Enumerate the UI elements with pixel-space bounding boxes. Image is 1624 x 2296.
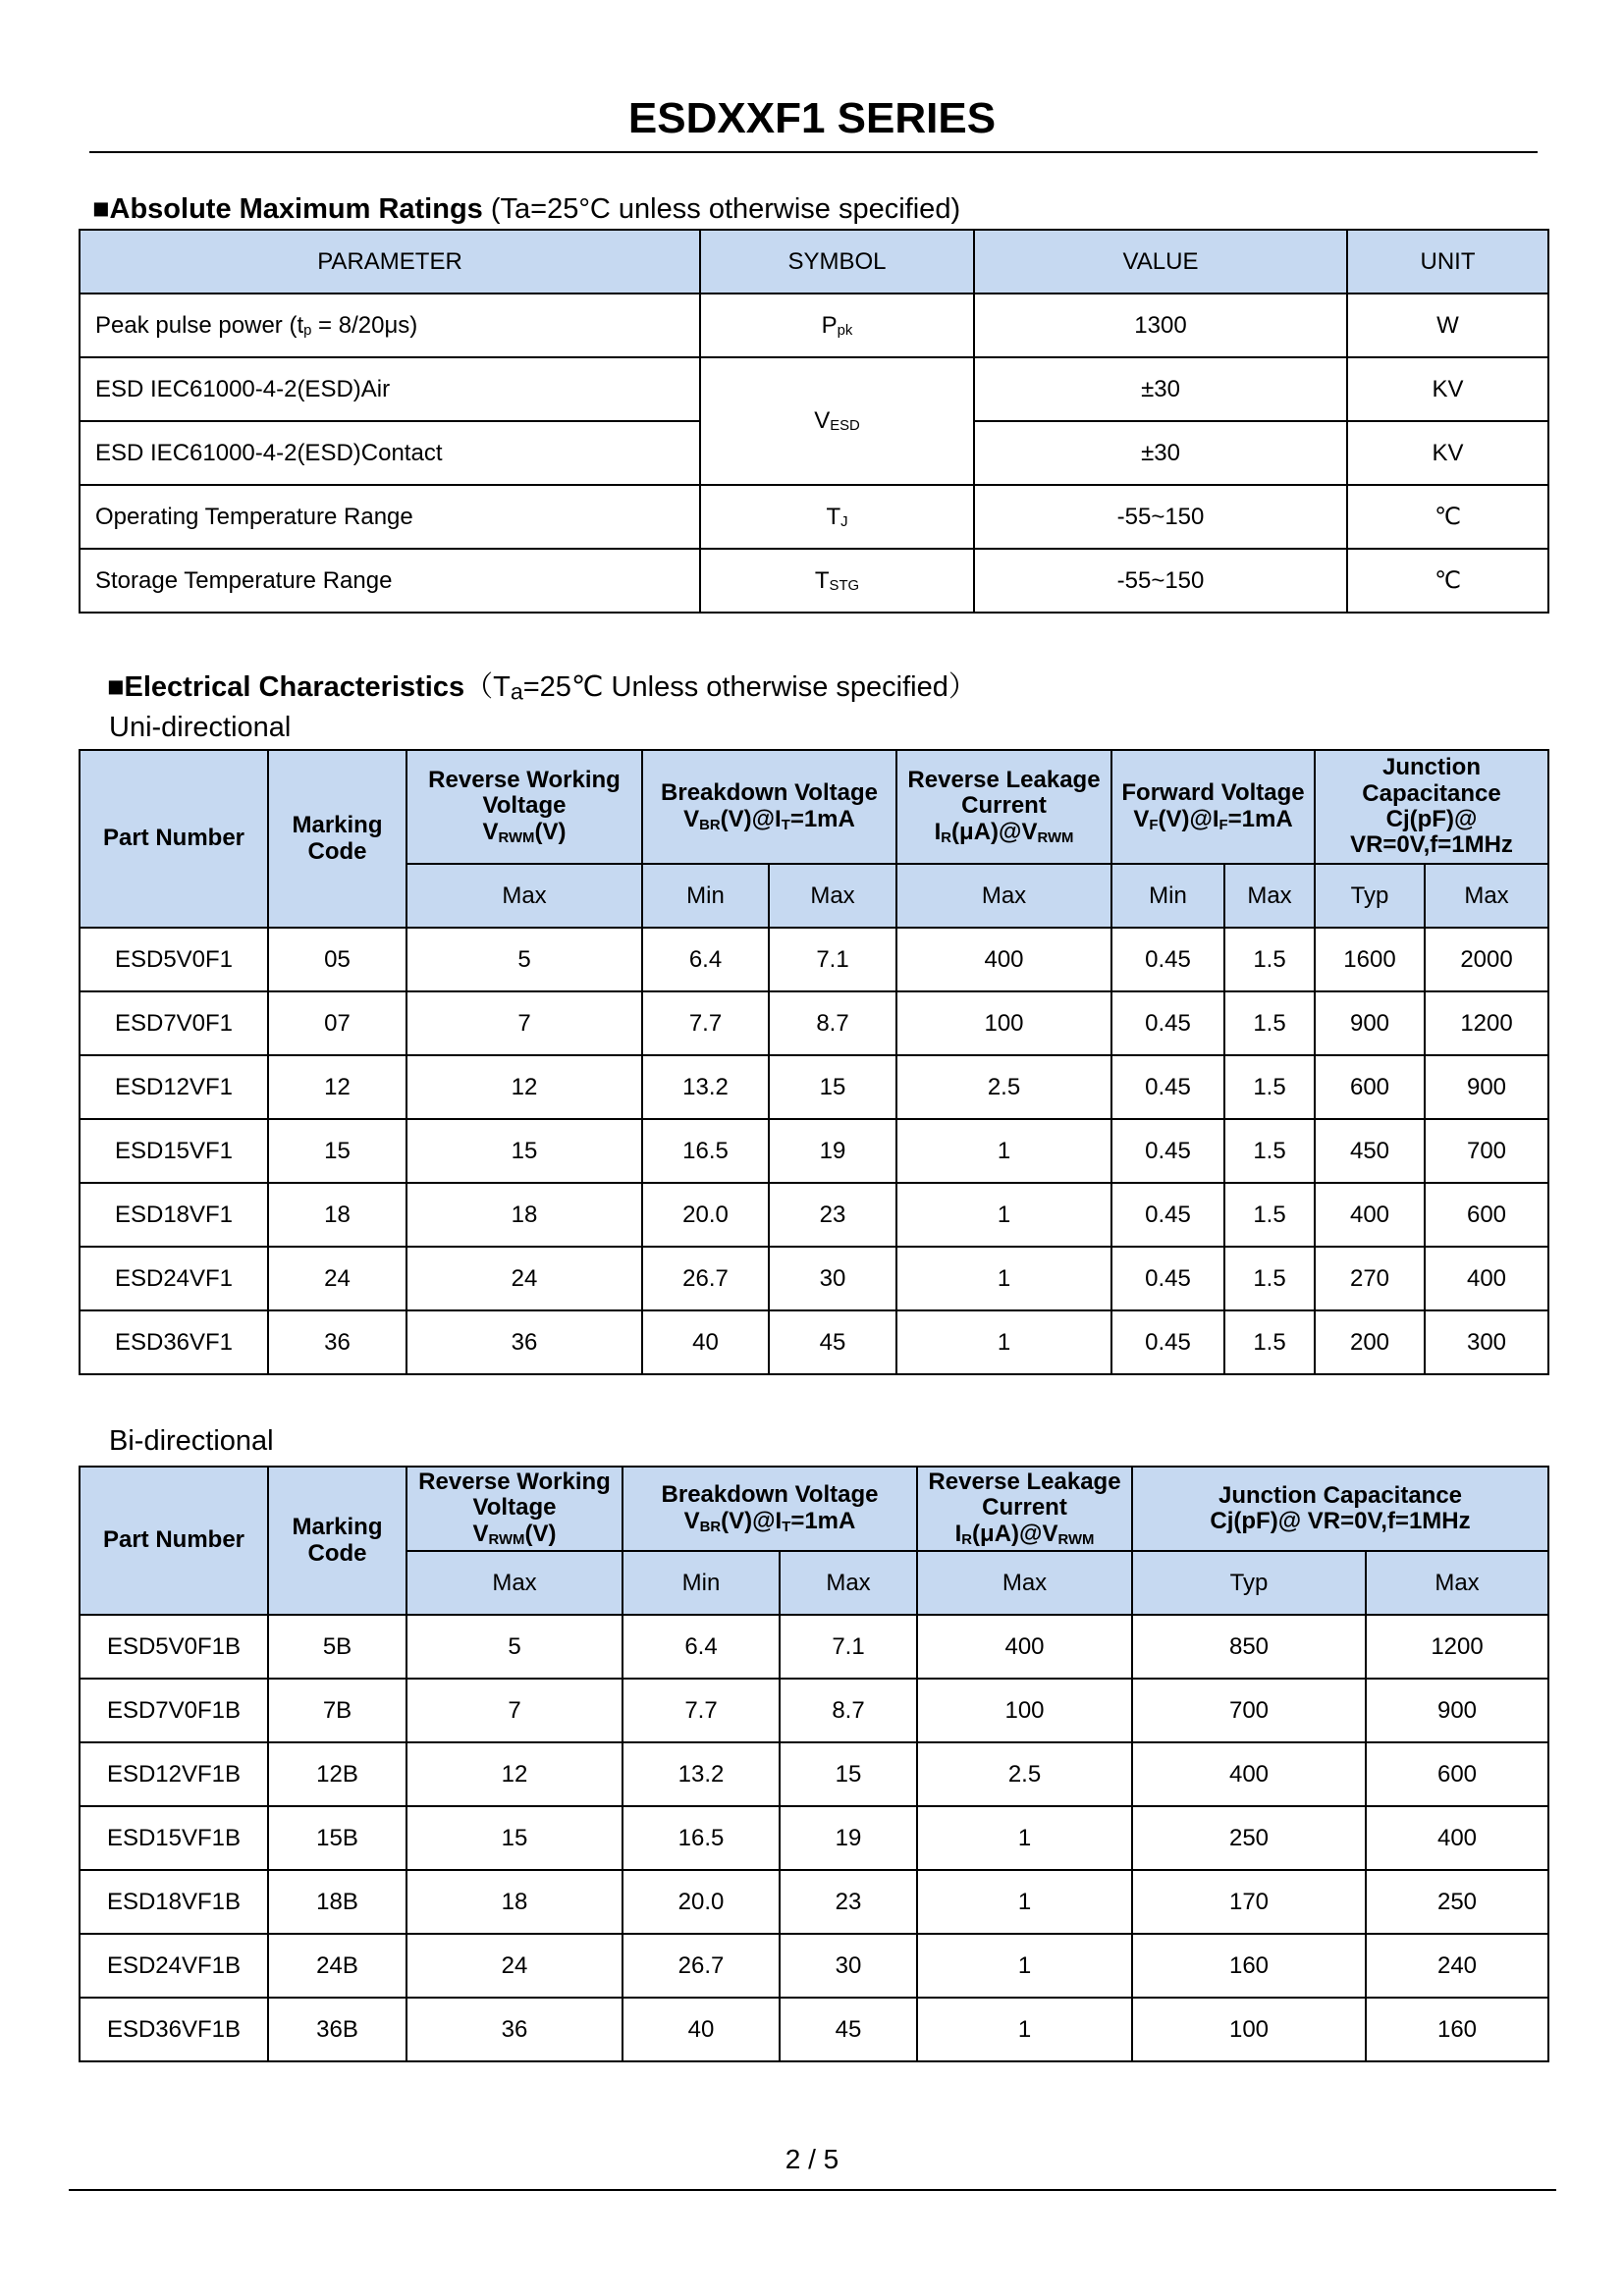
value-cell: 12 [406, 1055, 642, 1119]
abs-max-header-symbol: SYMBOL [700, 230, 974, 294]
header-line: Current [961, 792, 1047, 820]
uni-header-reverse-working-voltage [406, 750, 642, 864]
unit-cell: KV [1347, 357, 1548, 421]
value-cell: 0.45 [1111, 928, 1224, 991]
header-sym: (V)@I [720, 805, 782, 832]
value-cell: 40 [642, 1310, 769, 1374]
header-line [897, 820, 1110, 846]
bi-subheader: Max [780, 1551, 917, 1615]
unit-cell: W [1347, 294, 1548, 357]
abs-max-heading [92, 193, 960, 226]
param-text: = 8/20μs) [311, 311, 418, 339]
symbol-text: P [821, 311, 838, 339]
value-cell: 30 [780, 1934, 917, 1998]
symbol-text: V [814, 407, 831, 434]
marking-code-cell: 15B [268, 1806, 406, 1870]
value-cell: 200 [1315, 1310, 1425, 1374]
table-row [80, 991, 1548, 1055]
header-line: Reverse Leakage [907, 766, 1101, 793]
header-sub: BR [699, 817, 721, 833]
part-number-cell: ESD36VF1B [80, 1998, 268, 2061]
header-sym: I [954, 1520, 962, 1547]
part-number-cell: ESD36VF1 [80, 1310, 268, 1374]
uni-header-forward-voltage [1111, 750, 1315, 864]
value-cell: 6.4 [623, 1615, 780, 1679]
part-number-cell: ESD18VF1 [80, 1183, 268, 1247]
header-sym: V [683, 805, 700, 832]
value-cell: 160 [1132, 1934, 1366, 1998]
abs-max-row [80, 357, 1548, 421]
table-row [80, 1870, 1548, 1934]
header-sym: I [934, 818, 942, 845]
value-cell: 600 [1366, 1742, 1548, 1806]
value-cell: 400 [917, 1615, 1132, 1679]
value-cell: 19 [780, 1806, 917, 1870]
table-row [80, 1119, 1548, 1183]
bi-header-row [80, 1467, 1548, 1551]
marking-code-cell: 05 [268, 928, 406, 991]
value-cell: 600 [1315, 1055, 1425, 1119]
value-cell: 6.4 [642, 928, 769, 991]
bi-subheader: Max [406, 1551, 623, 1615]
header-line: Cj(pF)@ VR=0V,f=1MHz [1210, 1508, 1471, 1534]
value-cell: 400 [896, 928, 1111, 991]
value-cell: 23 [769, 1183, 896, 1247]
param-cell: Operating Temperature Range [80, 485, 700, 549]
value-cell: 250 [1366, 1870, 1548, 1934]
table-row [80, 1934, 1548, 1998]
header-line: Voltage [482, 792, 567, 820]
value-cell: 24 [406, 1934, 623, 1998]
header-sub: RWM [498, 829, 535, 846]
value-cell: 20.0 [642, 1183, 769, 1247]
header-line [407, 1522, 622, 1548]
abs-max-header-row [80, 230, 1548, 294]
value-cell: 23 [780, 1870, 917, 1934]
header-sub: RWM [1057, 1531, 1095, 1548]
title-divider [89, 151, 1538, 153]
value-cell: 700 [1425, 1119, 1548, 1183]
header-sym: (μA)@V [972, 1520, 1058, 1547]
param-subscript: p [303, 322, 312, 339]
value-cell: 100 [896, 991, 1111, 1055]
header-line: Reverse Working [428, 766, 621, 793]
elec-heading-rest: =25℃ Unless otherwise specified） [522, 671, 977, 703]
elec-heading-rest: （T [464, 671, 511, 703]
value-cell: 8.7 [780, 1679, 917, 1742]
header-sym: =1mA [790, 1507, 856, 1534]
param-cell: ESD IEC61000-4-2(ESD)Contact [80, 421, 700, 485]
footer-divider [69, 2189, 1556, 2191]
symbol-subscript: STG [829, 577, 860, 594]
header-line: Junction Capacitance [1218, 1481, 1463, 1509]
value-cell: 1 [896, 1247, 1111, 1310]
header-sym: (V)@I [721, 1507, 783, 1534]
part-number-cell: ESD12VF1 [80, 1055, 268, 1119]
value-cell: 400 [1132, 1742, 1366, 1806]
uni-header-breakdown-voltage [642, 750, 896, 864]
elec-heading-sub: a [510, 678, 523, 705]
abs-max-row [80, 485, 1548, 549]
value-cell: 0.45 [1111, 1247, 1224, 1310]
header-line: Capacitance [1362, 779, 1501, 807]
value-cell: 300 [1425, 1310, 1548, 1374]
table-row [80, 1998, 1548, 2061]
header-line: Current [982, 1494, 1067, 1522]
abs-max-header-unit: UNIT [1347, 230, 1548, 294]
marking-code-cell: 36 [268, 1310, 406, 1374]
value-cell: 7.7 [642, 991, 769, 1055]
value-cell: 1200 [1366, 1615, 1548, 1679]
value-cell: 250 [1132, 1806, 1366, 1870]
abs-max-heading-rest: (Ta=25°C unless otherwise specified) [482, 193, 961, 225]
header-sym: (V) [534, 818, 567, 845]
value-cell: 0.45 [1111, 1055, 1224, 1119]
value-cell: 0.45 [1111, 1183, 1224, 1247]
header-sub: R [941, 829, 952, 846]
value-cell: 0.45 [1111, 991, 1224, 1055]
header-sub: RWM [488, 1531, 525, 1548]
header-line: Forward Voltage [1121, 779, 1305, 807]
value-cell: 15 [406, 1119, 642, 1183]
value-cell: 1 [896, 1119, 1111, 1183]
value-cell: 2000 [1425, 928, 1548, 991]
abs-max-table [79, 229, 1549, 614]
header-line [1112, 807, 1314, 833]
part-number-cell: ESD24VF1B [80, 1934, 268, 1998]
value-cell: 45 [769, 1310, 896, 1374]
header-sub: F [1218, 817, 1228, 833]
value-cell: 1 [896, 1310, 1111, 1374]
unit-cell: ℃ [1347, 549, 1548, 613]
value-cell: 45 [780, 1998, 917, 2061]
header-line: Reverse Leakage [928, 1468, 1121, 1495]
abs-max-header-value: VALUE [974, 230, 1347, 294]
bi-subheader: Max [917, 1551, 1132, 1615]
symbol-cell [700, 485, 974, 549]
value-cell: 5 [406, 1615, 623, 1679]
marking-code-cell: 24 [268, 1247, 406, 1310]
unit-cell: ℃ [1347, 485, 1548, 549]
symbol-subscript: pk [837, 322, 853, 339]
header-line: Junction [1382, 754, 1481, 781]
table-row [80, 1310, 1548, 1374]
header-line [643, 807, 895, 833]
value-cell: 16.5 [642, 1119, 769, 1183]
value-cell: 100 [1132, 1998, 1366, 2061]
value-cell: 30 [769, 1247, 896, 1310]
header-sub: F [1149, 817, 1159, 833]
bi-directional-table [79, 1466, 1549, 2062]
value-cell: 15 [406, 1806, 623, 1870]
value-cell: 1.5 [1224, 1119, 1315, 1183]
header-line: Breakdown Voltage [661, 1481, 879, 1509]
bi-header-part-number: Part Number [80, 1467, 268, 1615]
header-sym: (μA)@V [951, 818, 1038, 845]
value-cell: 600 [1425, 1183, 1548, 1247]
value-cell: 1200 [1425, 991, 1548, 1055]
value-cell: 850 [1132, 1615, 1366, 1679]
value-cell: 26.7 [623, 1934, 780, 1998]
symbol-cell [700, 294, 974, 357]
part-number-cell: ESD24VF1 [80, 1247, 268, 1310]
symbol-cell [700, 549, 974, 613]
page-number: 2 / 5 [785, 2144, 839, 2174]
header-sym: =1mA [1227, 805, 1293, 832]
value-cell: 160 [1366, 1998, 1548, 2061]
value-cell: 7 [406, 1679, 623, 1742]
table-row [80, 1183, 1548, 1247]
value-cell: 400 [1315, 1183, 1425, 1247]
value-cell: 7 [406, 991, 642, 1055]
header-sym: (V)@I [1158, 805, 1219, 832]
abs-max-heading-bold: ■Absolute Maximum Ratings [92, 193, 483, 225]
value-cell: 900 [1366, 1679, 1548, 1742]
marking-code-cell: 12B [268, 1742, 406, 1806]
unit-cell: KV [1347, 421, 1548, 485]
uni-subheader: Max [769, 864, 896, 928]
uni-subheader: Max [1425, 864, 1548, 928]
uni-directional-table [79, 749, 1549, 1375]
elec-heading-bold: ■Electrical Characteristics [107, 671, 465, 703]
value-cell: 1 [917, 1806, 1132, 1870]
marking-code-cell: 7B [268, 1679, 406, 1742]
value-cell: 1.5 [1224, 928, 1315, 991]
uni-subheader: Min [642, 864, 769, 928]
part-number-cell: ESD5V0F1B [80, 1615, 268, 1679]
symbol-text: T [826, 503, 841, 530]
part-number-cell: ESD5V0F1 [80, 928, 268, 991]
value-cell: 900 [1425, 1055, 1548, 1119]
value-cell: 0.45 [1111, 1119, 1224, 1183]
value-cell: 36 [406, 1310, 642, 1374]
value-cell: 13.2 [642, 1055, 769, 1119]
value-cell: 1.5 [1224, 1055, 1315, 1119]
table-row [80, 1055, 1548, 1119]
marking-code-cell: 12 [268, 1055, 406, 1119]
header-sub: R [961, 1531, 973, 1548]
value-cell: -55~150 [974, 549, 1347, 613]
value-cell: 1600 [1315, 928, 1425, 991]
header-line: Reverse Working [418, 1468, 611, 1495]
value-cell: ±30 [974, 421, 1347, 485]
value-cell: 400 [1366, 1806, 1548, 1870]
bi-header-reverse-leakage-current [917, 1467, 1132, 1551]
value-cell: 18 [406, 1870, 623, 1934]
uni-directional-label: Uni-directional [109, 712, 292, 743]
value-cell: 16.5 [623, 1806, 780, 1870]
value-cell: 15 [780, 1742, 917, 1806]
symbol-cell [700, 357, 974, 485]
value-cell: 1300 [974, 294, 1347, 357]
value-cell: 26.7 [642, 1247, 769, 1310]
symbol-subscript: ESD [830, 418, 860, 435]
value-cell: 240 [1366, 1934, 1548, 1998]
value-cell: 1 [917, 1934, 1132, 1998]
value-cell: 900 [1315, 991, 1425, 1055]
header-sym: V [472, 1520, 489, 1547]
value-cell: 15 [769, 1055, 896, 1119]
uni-subheader: Max [1224, 864, 1315, 928]
bi-subheader: Max [1366, 1551, 1548, 1615]
uni-header-junction-capacitance [1315, 750, 1548, 864]
marking-code-cell: 24B [268, 1934, 406, 1998]
value-cell: 12 [406, 1742, 623, 1806]
value-cell: 1 [917, 1870, 1132, 1934]
part-number-cell: ESD15VF1 [80, 1119, 268, 1183]
bi-header-junction-capacitance [1132, 1467, 1548, 1551]
marking-code-cell: 18 [268, 1183, 406, 1247]
page-title: ESDXXF1 SERIES [627, 94, 997, 142]
param-cell [80, 294, 700, 357]
param-cell: ESD IEC61000-4-2(ESD)Air [80, 357, 700, 421]
value-cell: 13.2 [623, 1742, 780, 1806]
bi-header-breakdown-voltage [623, 1467, 917, 1551]
header-line [918, 1522, 1131, 1548]
value-cell: 18 [406, 1183, 642, 1247]
header-line [623, 1509, 916, 1535]
header-line [407, 820, 641, 846]
value-cell: 2.5 [917, 1742, 1132, 1806]
part-number-cell: ESD7V0F1B [80, 1679, 268, 1742]
table-row [80, 1247, 1548, 1310]
value-cell: 2.5 [896, 1055, 1111, 1119]
header-sub: T [781, 817, 790, 833]
header-sym: V [482, 818, 499, 845]
value-cell: 1.5 [1224, 1183, 1315, 1247]
value-cell: 36 [406, 1998, 623, 2061]
value-cell: 1.5 [1224, 1247, 1315, 1310]
header-line: Voltage [472, 1494, 557, 1522]
bi-header-reverse-working-voltage [406, 1467, 623, 1551]
value-cell: 0.45 [1111, 1310, 1224, 1374]
marking-code-cell: 15 [268, 1119, 406, 1183]
uni-subheader: Max [896, 864, 1111, 928]
uni-header-reverse-leakage-current [896, 750, 1111, 864]
param-text: Peak pulse power (t [95, 311, 304, 339]
header-sym: V [1133, 805, 1150, 832]
header-line: Breakdown Voltage [661, 779, 878, 807]
part-number-cell: ESD15VF1B [80, 1806, 268, 1870]
part-number-cell: ESD7V0F1 [80, 991, 268, 1055]
bi-header-marking-code: Marking Code [268, 1467, 406, 1615]
header-sub: T [782, 1519, 791, 1535]
header-sym: =1mA [789, 805, 855, 832]
symbol-subscript: J [840, 513, 848, 530]
header-line: VR=0V,f=1MHz [1350, 831, 1513, 859]
marking-code-cell: 36B [268, 1998, 406, 2061]
value-cell: ±30 [974, 357, 1347, 421]
value-cell: 24 [406, 1247, 642, 1310]
uni-header-part-number: Part Number [80, 750, 268, 928]
bi-table-body [80, 1615, 1548, 2061]
table-row [80, 1615, 1548, 1679]
value-cell: 1 [917, 1998, 1132, 2061]
value-cell: 7.7 [623, 1679, 780, 1742]
marking-code-cell: 18B [268, 1870, 406, 1934]
header-sym: (V) [524, 1520, 557, 1547]
header-sub: RWM [1037, 829, 1074, 846]
value-cell: 1.5 [1224, 991, 1315, 1055]
uni-subheader: Typ [1315, 864, 1425, 928]
bi-subheader: Typ [1132, 1551, 1366, 1615]
uni-header-marking-code: Marking Code [268, 750, 406, 928]
value-cell: 7.1 [769, 928, 896, 991]
uni-subheader: Max [406, 864, 642, 928]
header-sub: BR [699, 1519, 722, 1535]
value-cell: 19 [769, 1119, 896, 1183]
abs-max-row [80, 294, 1548, 357]
symbol-text: T [814, 566, 830, 594]
abs-max-header-parameter: PARAMETER [80, 230, 700, 294]
value-cell: 100 [917, 1679, 1132, 1742]
value-cell: 40 [623, 1998, 780, 2061]
value-cell: 170 [1132, 1870, 1366, 1934]
marking-code-cell: 5B [268, 1615, 406, 1679]
part-number-cell: ESD12VF1B [80, 1742, 268, 1806]
abs-max-row [80, 549, 1548, 613]
marking-code-cell: 07 [268, 991, 406, 1055]
table-row [80, 1742, 1548, 1806]
table-row [80, 1806, 1548, 1870]
bi-directional-label: Bi-directional [109, 1425, 274, 1457]
uni-header-row [80, 750, 1548, 864]
elec-heading [107, 665, 977, 705]
value-cell: 400 [1425, 1247, 1548, 1310]
table-row [80, 1679, 1548, 1742]
uni-table-body [80, 928, 1548, 1374]
value-cell: 700 [1132, 1679, 1366, 1742]
value-cell: 270 [1315, 1247, 1425, 1310]
bi-subheader: Min [623, 1551, 780, 1615]
value-cell: -55~150 [974, 485, 1347, 549]
value-cell: 450 [1315, 1119, 1425, 1183]
param-cell: Storage Temperature Range [80, 549, 700, 613]
value-cell: 5 [406, 928, 642, 991]
value-cell: 20.0 [623, 1870, 780, 1934]
uni-subheader: Min [1111, 864, 1224, 928]
value-cell: 8.7 [769, 991, 896, 1055]
header-line: Cj(pF)@ [1385, 806, 1478, 832]
value-cell: 1.5 [1224, 1310, 1315, 1374]
table-row [80, 928, 1548, 991]
value-cell: 1 [896, 1183, 1111, 1247]
header-sym: V [683, 1507, 700, 1534]
part-number-cell: ESD18VF1B [80, 1870, 268, 1934]
value-cell: 7.1 [780, 1615, 917, 1679]
